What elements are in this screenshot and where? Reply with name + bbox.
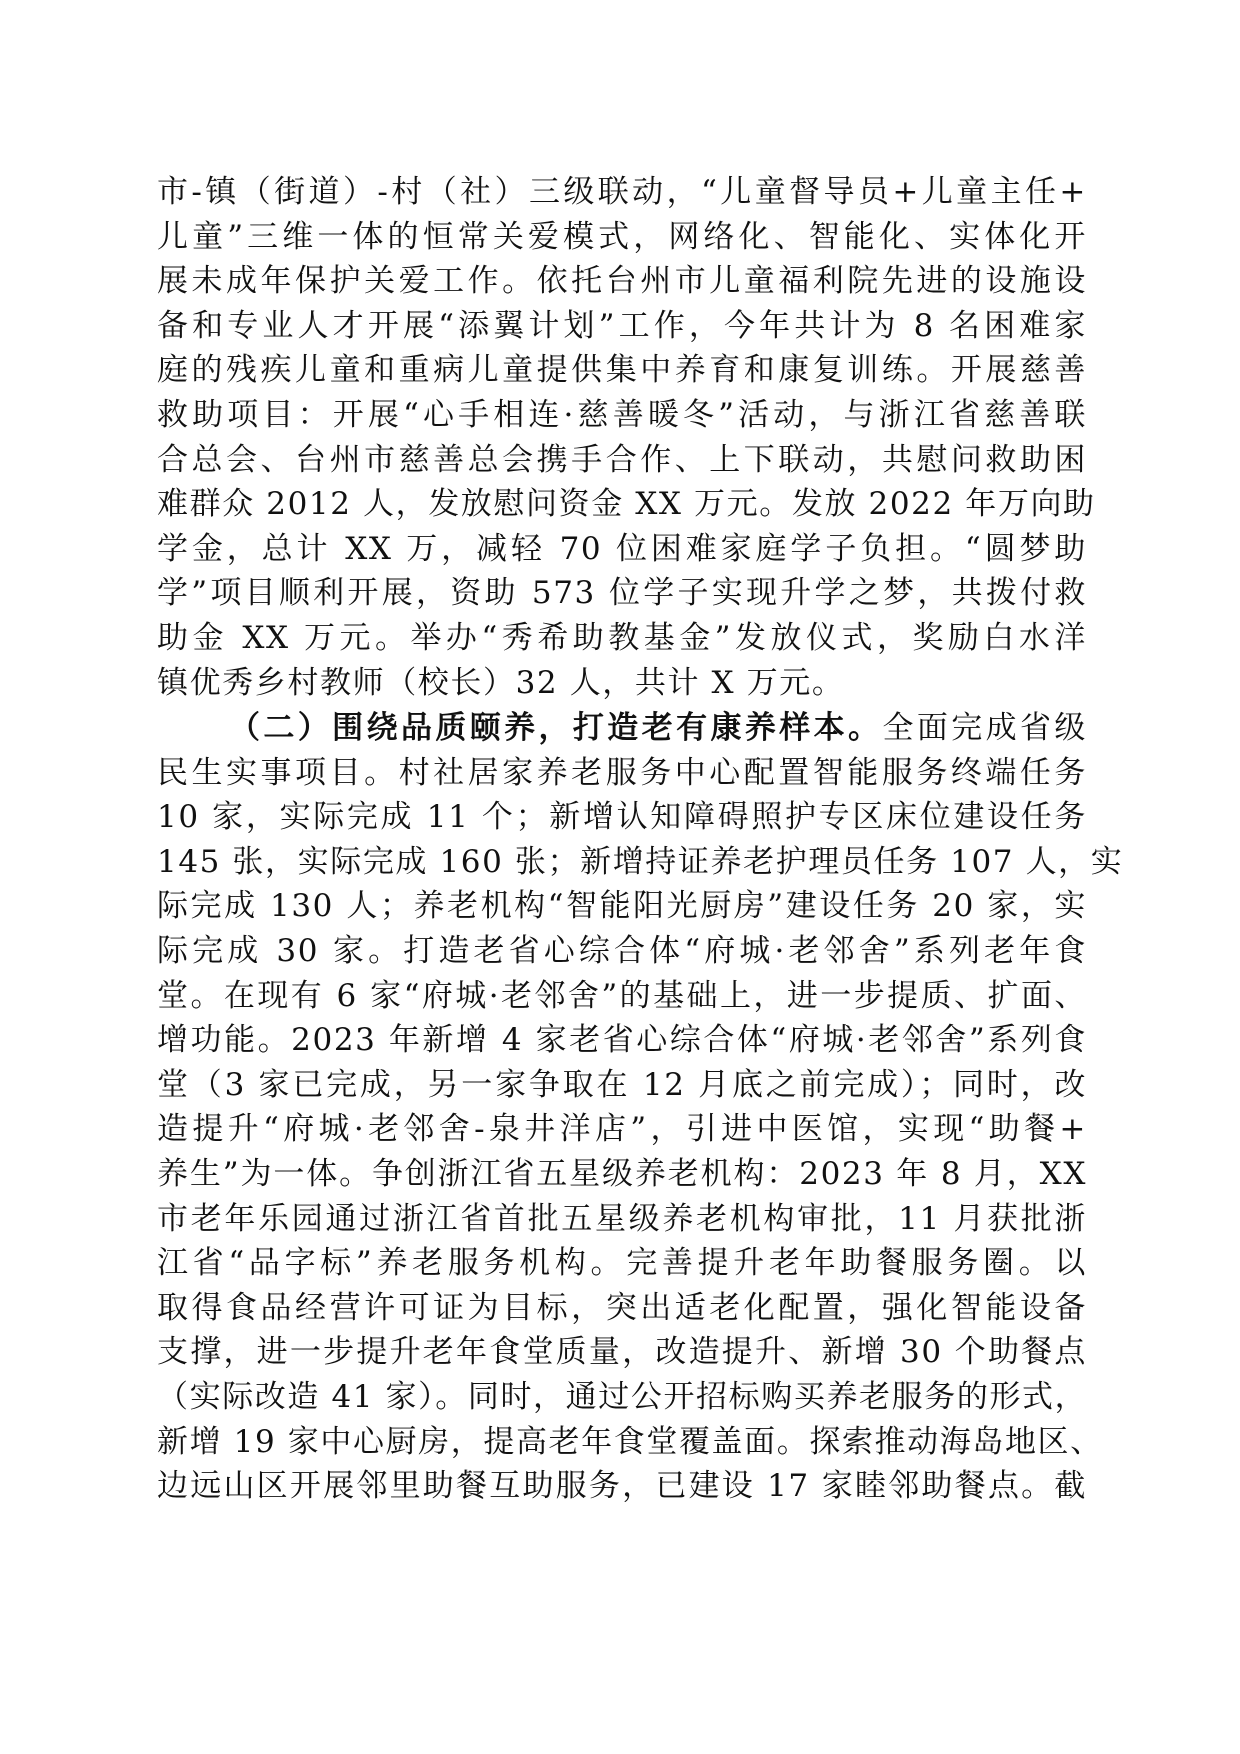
text-line: 边远山区开展邻里助餐互助服务，已建设 17 家睦邻助餐点。截 xyxy=(157,1468,1087,1505)
text-line: 10 家，实际完成 11 个；新增认知障碍照护专区床位建设任务 xyxy=(157,799,1087,836)
text-line: 备和专业人才开展“添翼计划”工作，今年共计为 8 名困难家 xyxy=(157,307,1087,344)
text-line: 儿童”三维一体的恒常关爱模式，网络化、智能化、实体化开 xyxy=(157,218,1087,255)
text-line: 民生实事项目。村社居家养老服务中心配置智能服务终端任务 xyxy=(157,754,1087,791)
text-line: 支撑，进一步提升老年食堂质量，改造提升、新增 30 个助餐点 xyxy=(157,1334,1087,1371)
text-line: 市-镇（街道）-村（社）三级联动，“儿童督导员+儿童主任+ xyxy=(157,174,1087,210)
section-heading: （二）围绕品质颐养，打造老有康养样本。 xyxy=(229,710,883,746)
paragraph-elderly-care xyxy=(157,706,1124,1509)
text-line: 造提升“府城·老邻舍-泉井洋店”，引进中医馆，实现“助餐+ xyxy=(157,1111,1087,1148)
text-line: 难群众 2012 人，发放慰问资金 XX 万元。发放 2022 年万向助 xyxy=(157,486,1096,523)
text-line: 合总会、台州市慈善总会携手合作、上下联动，共慰问救助困 xyxy=(157,441,1087,478)
text-line: 145 张，实际完成 160 张；新增持证养老护理员任务 107 人，实 xyxy=(157,843,1124,880)
text-line: 助金 XX 万元。举办“秀希助教基金”发放仪式，奖励白水洋 xyxy=(157,619,1087,656)
text-line: 新增 19 家中心厨房，提高老年食堂覆盖面。探索推动海岛地区、 xyxy=(157,1423,1103,1460)
text-line: 际完成 130 人；养老机构“智能阳光厨房”建设任务 20 家，实 xyxy=(157,888,1087,925)
text-line: 增功能。2023 年新增 4 家老省心综合体“府城·老邻舍”系列食 xyxy=(157,1022,1087,1059)
text-line: （实际改造 41 家）。同时，通过公开招标购买养老服务的形式， xyxy=(157,1378,1088,1415)
text-line: 学金，总计 XX 万，减轻 70 位困难家庭学子负担。“圆梦助 xyxy=(157,530,1087,567)
text-line: 际完成 30 家。打造老省心综合体“府城·老邻舍”系列老年食 xyxy=(157,932,1087,969)
paragraph-children-protection xyxy=(157,170,1096,705)
text-line: 养生”为一体。争创浙江省五星级养老机构：2023 年 8 月，XX xyxy=(157,1155,1087,1192)
section-heading-line xyxy=(157,706,1087,751)
text-line: 学”项目顺利开展，资助 573 位学子实现升学之梦，共拨付救 xyxy=(157,575,1087,612)
text-line: 镇优秀乡村教师（校长）32 人，共计 X 万元。 xyxy=(157,664,845,701)
text-line-rest: 全面完成省级 xyxy=(882,710,1087,746)
text-line: 堂（3 家已完成，另一家争取在 12 月底之前完成）；同时，改 xyxy=(157,1066,1087,1103)
text-line: 江省“品字标”养老服务机构。完善提升老年助餐服务圈。以 xyxy=(157,1245,1087,1282)
text-line: 堂。在现有 6 家“府城·老邻舍”的基础上，进一步提质、扩面、 xyxy=(157,977,1087,1014)
text-line: 救助项目：开展“心手相连·慈善暖冬”活动，与浙江省慈善联 xyxy=(157,396,1087,433)
text-line: 庭的残疾儿童和重病儿童提供集中养育和康复训练。开展慈善 xyxy=(157,352,1087,389)
text-line: 展未成年保护关爱工作。依托台州市儿童福利院先进的设施设 xyxy=(157,263,1087,300)
text-line: 市老年乐园通过浙江省首批五星级养老机构审批，11 月获批浙 xyxy=(157,1200,1087,1237)
text-line: 取得食品经营许可证为目标，突出适老化配置，强化智能设备 xyxy=(157,1289,1087,1326)
